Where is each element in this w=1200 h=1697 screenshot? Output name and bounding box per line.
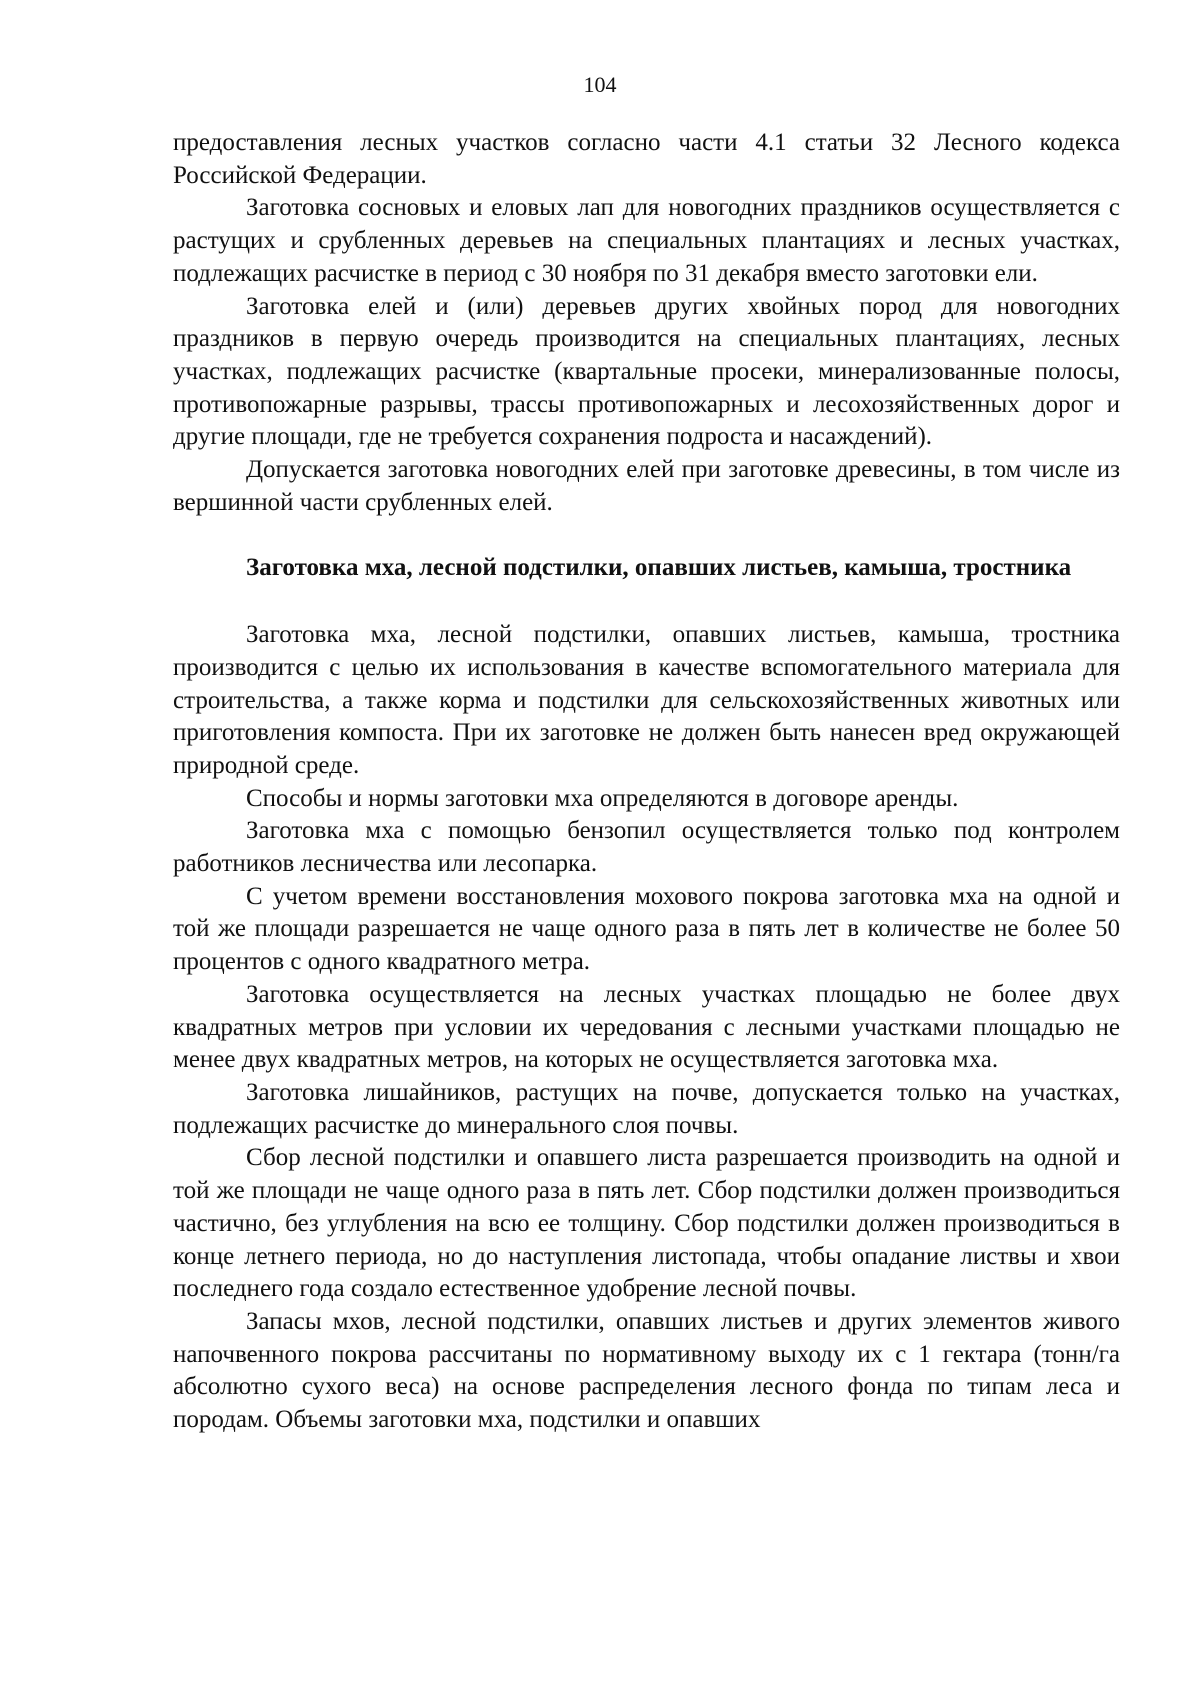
- paragraph-lichens: Заготовка лишайников, растущих на почве, допускается только на участках, подлежащих расчистке до минерального слоя почвы.: [173, 1078, 1120, 1139]
- paragraph-new-year-firs: Допускается заготовка новогодних елей при заготовке древесины, в том числе из вершинной части срубленных елей.: [173, 456, 1120, 516]
- paragraph-stocks: Запасы мхов, лесной подстилки, опавших листьев и других элементов живого напочвенного покрова рассчитаны по нормативному выходу их с 1 гектара (тонн/га абсолютно сухого веса) на основе распределения лесного фонда по типам леса и породам. Объемы заготовки мха, подстилки и опавших: [173, 1307, 1120, 1434]
- paragraph-fir-trees: Заготовка елей и (или) деревьев других хвойных пород для новогодних праздников в первую очередь производится на специальных плантациях, лесных участках, подлежащих расчистке (квартальные просеки, минерализованные полосы, противопожарные разрывы, трассы противопожарных и лесохозяйственных дорог и другие площади, где не требуется сохранения подроста и насаждений).: [173, 292, 1120, 451]
- paragraph-moss-purpose: Заготовка мха, лесной подстилки, опавших листьев, камыша, тростника производится с целью их использования в качестве вспомогательного материала для строительства, а также корма и подстилки для сельскохозяйственных животных или приготовления компоста. При их заготовке не должен быть нанесен вред окружающей природной среде.: [173, 621, 1120, 779]
- paragraph-continuation: предоставления лесных участков согласно части 4.1 статьи 32 Лесного кодекса Российской Федерации.: [173, 129, 1120, 189]
- paragraph-moss-recovery: С учетом времени восстановления мохового покрова заготовка мха на одной и той же площади разрешается не чаще одного раза в пять лет в количестве не более 50 процентов с одного квадратного метра.: [173, 882, 1120, 976]
- section-heading: Заготовка мха, лесной подстилки, опавших листьев, камыша, тростника: [246, 554, 1072, 582]
- document-body: [173, 127, 1120, 1437]
- paragraph-moss-methods: Способы и нормы заготовки мха определяются в договоре аренды.: [246, 784, 959, 812]
- paragraph-moss-chainsaw: Заготовка мха с помощью бензопил осуществляется только под контролем работников лесничества или лесопарка.: [173, 817, 1120, 878]
- page-number: 104: [583, 72, 617, 97]
- paragraph-litter-collection: Сбор лесной подстилки и опавшего листа разрешается производить на одной и той же площади не чаще одного раза в пять лет. Сбор подстилки должен производиться частично, без углубления на всю ее толщину. Сбор подстилки должен производиться в конце летнего периода, но до наступления листопада, чтобы опадание листвы и хвои последнего года создало естественное удобрение лесной почвы.: [173, 1144, 1120, 1303]
- spacer: [173, 519, 1120, 552]
- paragraph-fir-branches: Заготовка сосновых и еловых лап для новогодних праздников осуществляется с растущих и срубленных деревьев на специальных плантациях и лесных участках, подлежащих расчистке в период с 30 ноября по 31 декабря вместо заготовки ели.: [173, 194, 1120, 287]
- paragraph-moss-area: Заготовка осуществляется на лесных участках площадью не более двух квадратных метров при условии их чередования с лесными участками площадью не менее двух квадратных метров, на которых не осуществляется заготовка мха.: [173, 980, 1120, 1074]
- spacer: [173, 585, 1120, 619]
